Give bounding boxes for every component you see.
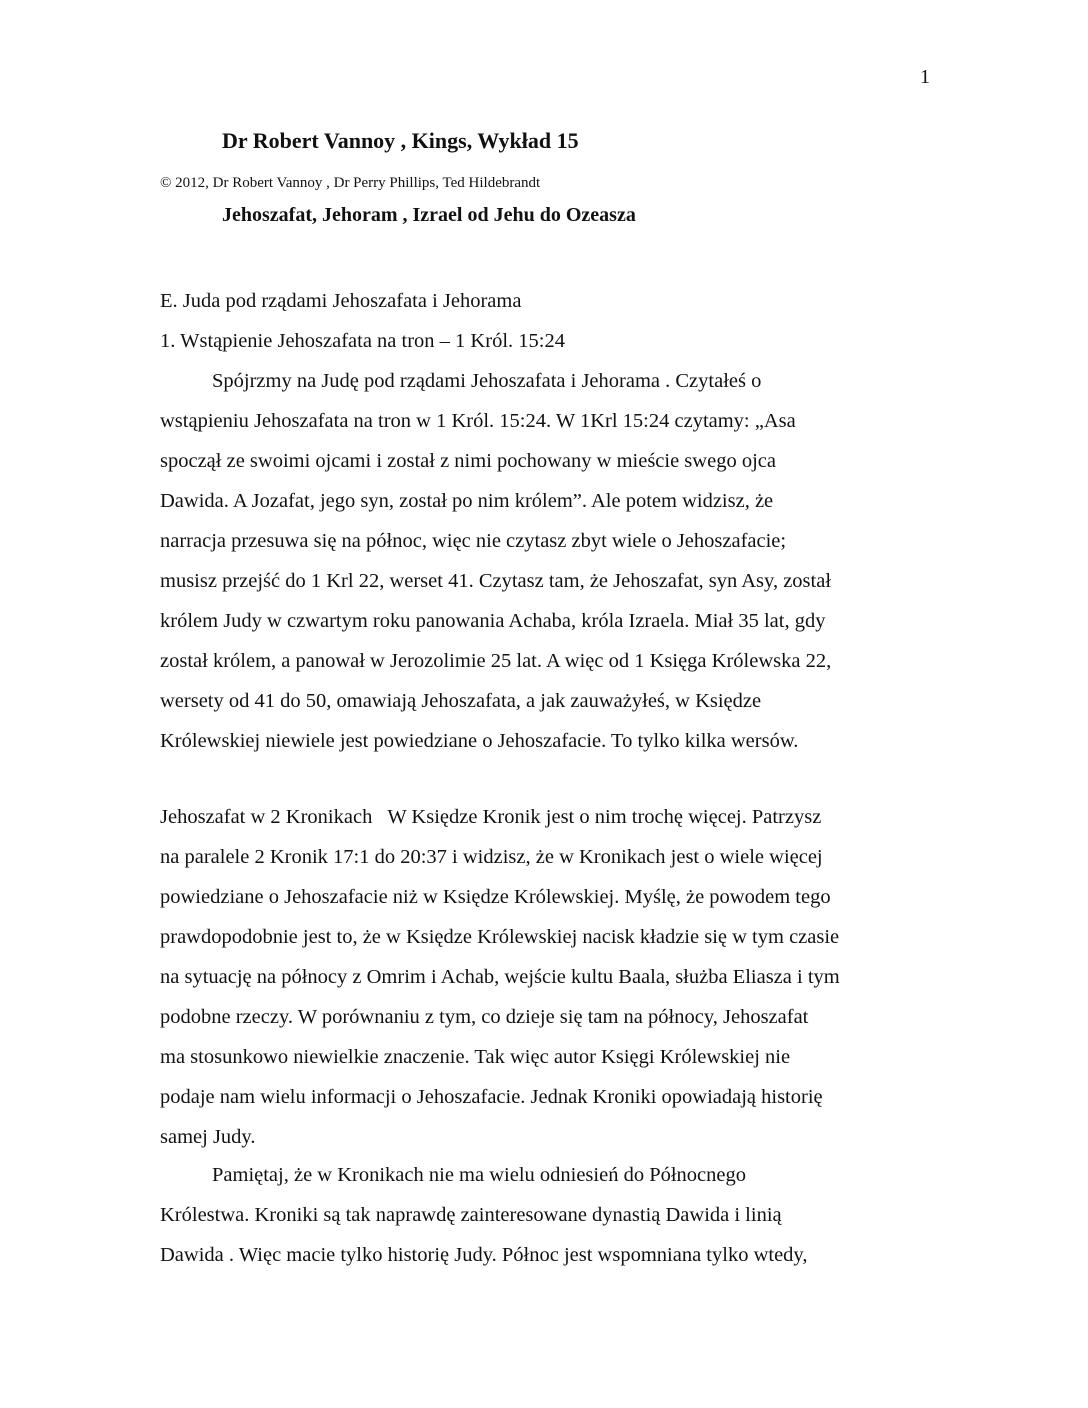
paragraph-1	[160, 361, 930, 761]
paragraph-line: na sytuację na północy z Omrim i Achab, wejście kultu Baala, służba Eliasza i tym	[160, 966, 840, 988]
paragraph-line: Dawida. A Jozafat, jego syn, został po nim królem”. Ale potem widzisz, że	[160, 490, 774, 512]
paragraph-line: Pamiętaj, że w Kronikach nie ma wielu odniesień do Północnego	[212, 1164, 747, 1186]
paragraph-line: podobne rzeczy. W porównaniu z tym, co dzieje się tam na północy, Jehoszafat	[160, 1006, 809, 1028]
paragraph-line: królem Judy w czwartym roku panowania Achaba, króla Izraela. Miał 35 lat, gdy	[160, 610, 826, 632]
paragraph-line: powiedziane o Jehoszafacie niż w Księdze Królewskiej. Myślę, że powodem tego	[160, 886, 831, 908]
paragraph-line: spoczął ze swoimi ojcami i został z nimi pochowany w mieście swego ojca	[160, 450, 776, 472]
paragraph-line: na paralele 2 Kronik 17:1 do 20:37 i widzisz, że w Kronikach jest o wiele więcej	[160, 846, 823, 868]
copyright-notice: © 2012, Dr Robert Vannoy , Dr Perry Phillips, Ted Hildebrandt	[160, 175, 541, 191]
paragraph-line: Spójrzmy na Judę pod rządami Jehoszafata i Jehorama . Czytałeś o	[212, 370, 762, 392]
sub-heading-text: 1. Wstąpienie Jehoszafata na tron – 1 Król. 15:24	[160, 330, 565, 352]
paragraph-line: musisz przejść do 1 Krl 22, werset 41. Czytasz tam, że Jehoszafat, syn Asy, został	[160, 570, 832, 592]
lecture-title: Dr Robert Vannoy , Kings, Wykład 15	[222, 128, 579, 153]
lecture-subtitle: Jehoszafat, Jehoram , Izrael od Jehu do Ozeasza	[222, 204, 636, 226]
paragraph-line: wstąpieniu Jehoszafata na tron w 1 Król. 15:24. W 1Krl 15:24 czytamy: „Asa	[160, 410, 796, 432]
paragraph-line: podaje nam wielu informacji o Jehoszafacie. Jednak Kroniki opowiadają historię	[160, 1086, 823, 1108]
paragraph-line: wersety od 41 do 50, omawiają Jehoszafata, a jak zauważyłeś, w Księdze	[160, 690, 762, 712]
page-number: 1	[920, 66, 930, 88]
paragraph-line: Królestwa. Kroniki są tak naprawdę zainteresowane dynastią Dawida i linią	[160, 1204, 782, 1226]
paragraph-line: Jehoszafat w 2 Kronikach W Księdze Kronik jest o nim trochę więcej. Patrzysz	[160, 806, 822, 828]
paragraph-line: prawdopodobnie jest to, że w Księdze Królewskiej nacisk kładzie się w tym czasie	[160, 926, 840, 948]
sub-heading	[160, 321, 930, 361]
section-heading	[160, 281, 930, 321]
section-heading-text: E. Juda pod rządami Jehoszafata i Jehorama	[160, 290, 522, 312]
paragraph-line: ma stosunkowo niewielkie znaczenie. Tak więc autor Księgi Królewskiej nie	[160, 1046, 791, 1068]
paragraph-line: samej Judy.	[160, 1126, 256, 1148]
paragraph-line: Królewskiej niewiele jest powiedziane o Jehoszafacie. To tylko kilka wersów.	[160, 730, 799, 752]
paragraph-line: został królem, a panował w Jerozolimie 25 lat. A więc od 1 Księga Królewska 22,	[160, 650, 832, 672]
paragraph-line: Dawida . Więc macie tylko historię Judy. Północ jest wspomniana tylko wtedy,	[160, 1244, 808, 1266]
paragraph-2	[160, 797, 930, 1157]
paragraph-3	[160, 1155, 930, 1275]
paragraph-line: narracja przesuwa się na północ, więc nie czytasz zbyt wiele o Jehoszafacie;	[160, 530, 787, 552]
